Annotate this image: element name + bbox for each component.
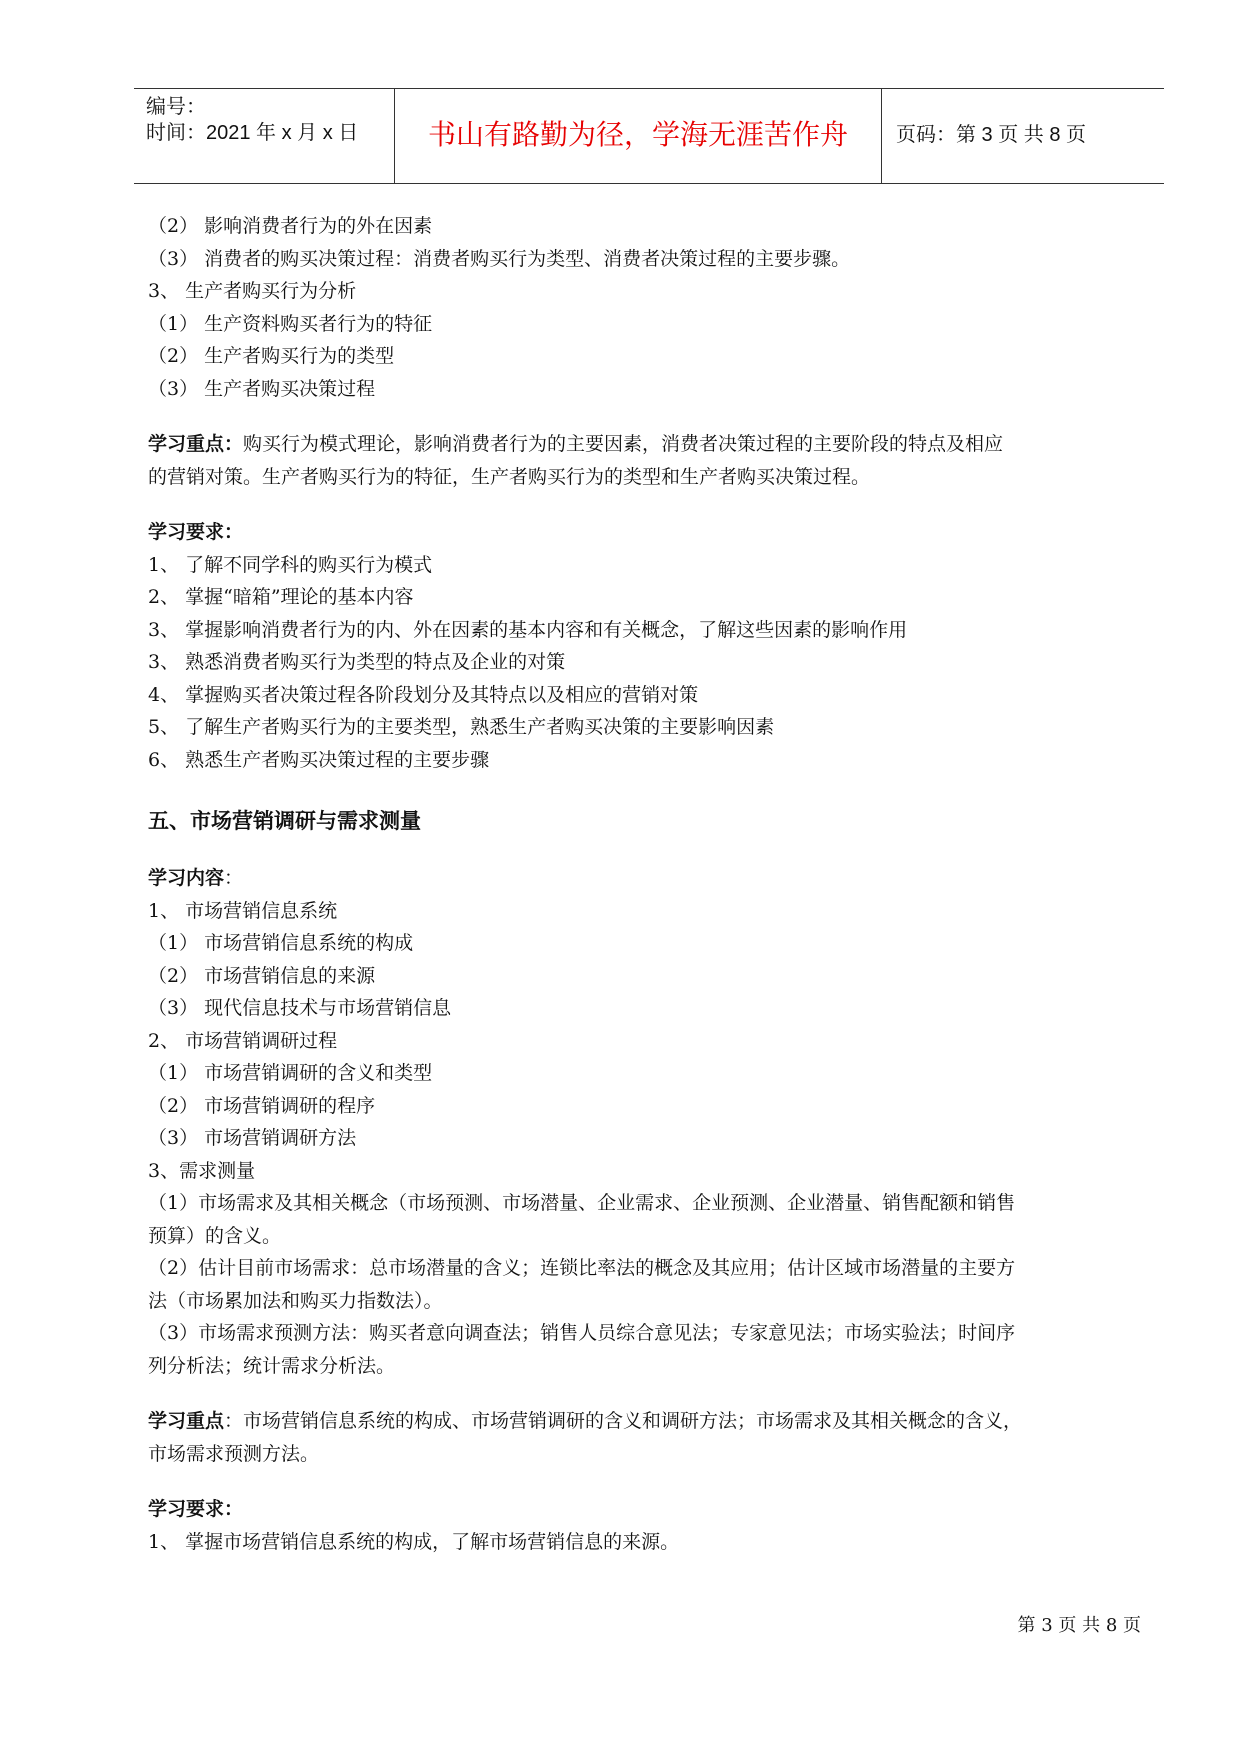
content-label-line <box>148 862 1148 895</box>
outline-line: （1） 生产资料购买者行为的特征 <box>148 312 433 335</box>
outline-line: （3） 生产者购买决策过程 <box>148 377 376 400</box>
requirements-label: 学习要求： <box>148 1498 244 1520</box>
requirement-item: 3、 掌握影响消费者行为的内、外在因素的基本内容和有关概念，了解这些因素的影响作用 <box>148 618 908 641</box>
content-item: 3、需求测量 <box>148 1159 256 1182</box>
key-points-text: 购买行为模式理论，影响消费者行为的主要因素，消费者决策过程的主要阶段的特点及相应 <box>243 433 1004 455</box>
content-item: （2） 市场营销信息的来源 <box>148 964 376 987</box>
header-page-code: 页码：第 3 页 共 8 页 <box>896 124 1087 146</box>
spacer <box>148 493 1148 516</box>
outline-line: 3、 生产者购买行为分析 <box>148 280 357 302</box>
content-item: （3） 市场营销调研方法 <box>148 1127 357 1149</box>
demand-paragraph-continuation: 法（市场累加法和购买力指数法）。 <box>148 1289 443 1312</box>
header-motto: 书山有路勤为径，学海无涯苦作舟 <box>427 118 848 151</box>
spacer <box>148 839 1148 862</box>
key-points-label: 学习重点 <box>148 1410 225 1432</box>
content-item: 2、 市场营销调研过程 <box>148 1029 338 1052</box>
spacer <box>148 1382 1148 1405</box>
requirement-item: 3、 熟悉消费者购买行为类型的特点及企业的对策 <box>148 651 566 673</box>
key-points-text: ：市场营销信息系统的构成、市场营销调研的含义和调研方法；市场需求及其相关概念的含义， <box>224 1410 1023 1432</box>
content-label-colon: ： <box>224 867 244 889</box>
demand-paragraph-continuation: 列分析法；统计需求分析法。 <box>148 1354 396 1377</box>
requirements-label: 学习要求： <box>148 521 244 543</box>
requirement-item: 5、 了解生产者购买行为的主要类型，熟悉生产者购买决策的主要影响因素 <box>148 716 775 738</box>
page-header <box>134 88 1164 184</box>
header-page-cell <box>882 89 1164 183</box>
content-item: （1） 市场营销调研的含义和类型 <box>148 1062 433 1084</box>
demand-paragraph: （2）估计目前市场需求：总市场潜量的含义；连锁比率法的概念及其应用；估计区域市场潜量的主要方 <box>148 1257 1016 1279</box>
header-info-cell <box>134 89 394 183</box>
requirement-item: 2、 掌握“暗箱”理论的基本内容 <box>148 586 414 608</box>
requirement-item: 1、 掌握市场营销信息系统的构成，了解市场营销信息的来源。 <box>148 1530 680 1553</box>
section-heading: 五、市场营销调研与需求测量 <box>148 808 421 833</box>
document-number-label: 编号： <box>146 96 206 118</box>
content-label: 学习内容 <box>148 867 225 889</box>
key-points-paragraph <box>148 1405 1148 1438</box>
spacer <box>148 405 1148 428</box>
outline-line: （3） 消费者的购买决策过程：消费者购买行为类型、消费者决策过程的主要步骤。 <box>148 247 851 270</box>
document-body <box>148 210 1148 1558</box>
spacer <box>148 776 1148 803</box>
header-motto-cell <box>394 89 882 183</box>
document-time-label: 时间：2021 年 x 月 x 日 <box>146 122 359 144</box>
requirement-item: 1、 了解不同学科的购买行为模式 <box>148 553 433 576</box>
content-item: 1、 市场营销信息系统 <box>148 899 338 922</box>
content-item: （1） 市场营销信息系统的构成 <box>148 932 414 954</box>
demand-paragraph: （1）市场需求及其相关概念（市场预测、市场潜量、企业需求、企业预测、企业潜量、销售配额和销售 <box>148 1192 1016 1214</box>
key-points-label: 学习重点： <box>148 433 244 455</box>
demand-paragraph: （3）市场需求预测方法：购买者意向调查法；销售人员综合意见法；专家意见法；市场实验法；时间序 <box>148 1322 1016 1344</box>
content-item: （2） 市场营销调研的程序 <box>148 1094 376 1117</box>
key-points-continuation: 的营销对策。生产者购买行为的特征，生产者购买行为的类型和生产者购买决策过程。 <box>148 465 871 488</box>
key-points-continuation: 市场需求预测方法。 <box>148 1442 320 1465</box>
outline-line: （2） 生产者购买行为的类型 <box>148 345 395 367</box>
requirement-item: 6、 熟悉生产者购买决策过程的主要步骤 <box>148 748 490 771</box>
key-points-paragraph <box>148 428 1148 461</box>
page-footer: 第 3 页 共 8 页 <box>1017 1615 1141 1636</box>
outline-line: （2） 影响消费者行为的外在因素 <box>148 215 433 237</box>
requirement-item: 4、 掌握购买者决策过程各阶段划分及其特点以及相应的营销对策 <box>148 683 699 706</box>
spacer <box>148 1470 1148 1493</box>
content-item: （3） 现代信息技术与市场营销信息 <box>148 997 452 1019</box>
demand-paragraph-continuation: 预算）的含义。 <box>148 1224 282 1247</box>
